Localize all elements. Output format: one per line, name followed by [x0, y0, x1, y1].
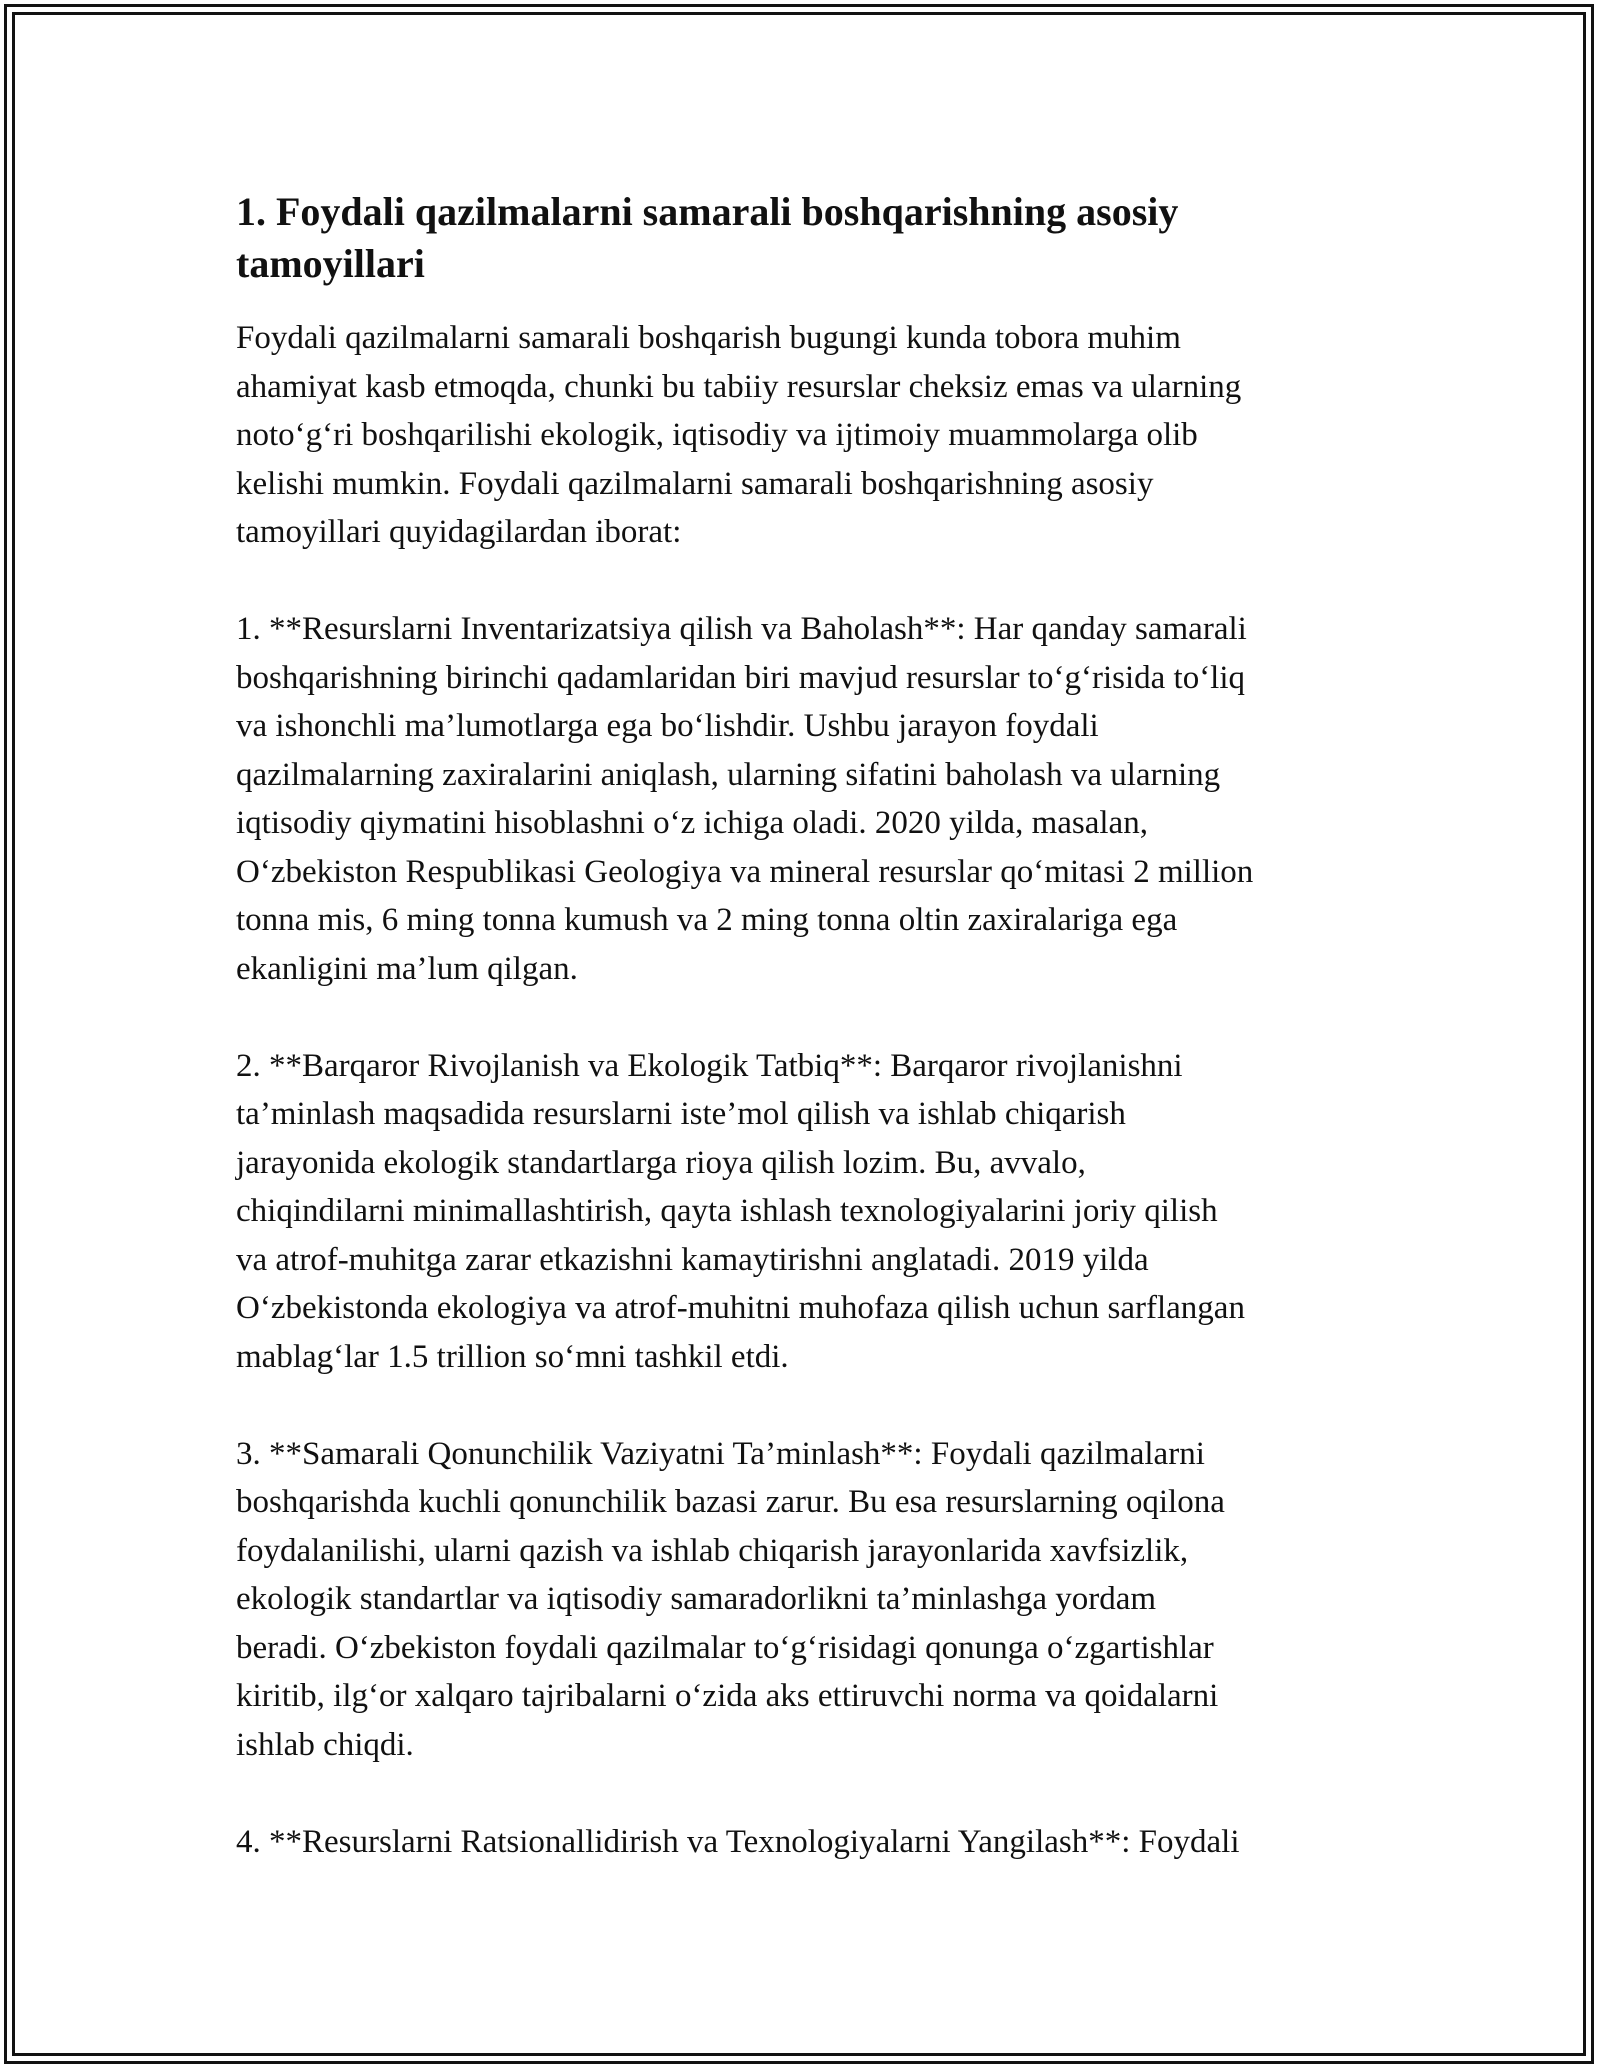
text-line: tonna mis, 6 ming tonna kumush va 2 ming tonna oltin zaxiralariga ega — [236, 902, 1178, 938]
intro-paragraph — [236, 314, 1366, 557]
list-item-paragraph — [236, 605, 1366, 993]
text-line: mablag‘lar 1.5 trillion so‘mni tashkil etdi. — [236, 1338, 789, 1375]
text-line: ekanligini ma’lum qilgan. — [236, 950, 578, 987]
text-line: va ishonchli ma’lumotlarga ega bo‘lishdir. Ushbu jarayon foydali — [236, 708, 1099, 744]
text-line: va atrof-muhitga zarar etkazishni kamaytirishni anglatadi. 2019 yilda — [236, 1241, 1149, 1278]
text-line: 1. **Resurslarni Inventarizatsiya qilish va Baholash**: Har qanday samarali — [236, 611, 1247, 647]
text-line: O‘zbekistonda ekologiya va atrof-muhitni muhofaza qilish uchun sarflangan — [236, 1290, 1245, 1326]
text-line: noto‘g‘ri boshqarilishi ekologik, iqtisodiy va ijtimoiy muammolarga olib — [236, 417, 1198, 453]
text-line: O‘zbekiston Respublikasi Geologiya va mineral resurslar qo‘mitasi 2 million — [236, 853, 1254, 890]
section-heading-line: tamoyillari — [236, 241, 425, 286]
text-line: kelishi mumkin. Foydali qazilmalarni samarali boshqarishning asosiy — [236, 465, 1154, 502]
text-line: chiqindilarni minimallashtirish, qayta ishlash texnologiyalarini joriy qilish — [236, 1193, 1218, 1229]
text-line: foydalanilishi, ularni qazish va ishlab chiqarish jarayonlarida xavfsizlik, — [236, 1532, 1189, 1569]
text-line: beradi. O‘zbekiston foydali qazilmalar to‘g‘risidagi qonunga o‘zgartishlar — [236, 1629, 1214, 1666]
text-line: 4. **Resurslarni Ratsionallidirish va Texnologiyalarni Yangilash**: Foydali — [236, 1823, 1240, 1860]
text-line: ekologik standartlar va iqtisodiy samaradorlikni ta’minlashga yordam — [236, 1581, 1157, 1617]
list-item-paragraph — [236, 1818, 1366, 1867]
text-line: Foydali qazilmalarni samarali boshqarish bugungi kunda tobora muhim — [236, 320, 1181, 356]
section-heading — [236, 186, 1366, 290]
text-line: ahamiyat kasb etmoqda, chunki bu tabiiy resurslar cheksiz emas va ularning — [236, 368, 1242, 405]
text-line: 3. **Samarali Qonunchilik Vaziyatni Ta’minlash**: Foydali qazilmalarni — [236, 1435, 1205, 1472]
section-heading-line: 1. Foydali qazilmalarni samarali boshqarishning asosiy — [236, 189, 1179, 234]
list-item-paragraph — [236, 1042, 1366, 1382]
text-line: iqtisodiy qiymatini hisoblashni o‘z ichiga oladi. 2020 yilda, masalan, — [236, 805, 1148, 841]
text-line: ta’minlash maqsadida resurslarni iste’mol qilish va ishlab chiqarish — [236, 1096, 1126, 1132]
text-line: kiritib, ilg‘or xalqaro tajribalarni o‘zida aks ettiruvchi norma va qoidalarni — [236, 1678, 1219, 1714]
text-line: 2. **Barqaror Rivojlanish va Ekologik Tatbiq**: Barqaror rivojlanishni — [236, 1047, 1183, 1084]
text-line: ishlab chiqdi. — [236, 1726, 414, 1763]
text-line: tamoyillari quyidagilardan iborat: — [236, 514, 682, 550]
text-line: qazilmalarning zaxiralarini aniqlash, ularning sifatini baholash va ularning — [236, 756, 1221, 793]
text-line: jarayonida ekologik standartlarga rioya qilish lozim. Bu, avvalo, — [236, 1144, 1086, 1181]
list-item-paragraph — [236, 1430, 1366, 1770]
text-line: boshqarishning birinchi qadamlaridan biri mavjud resurslar to‘g‘risida to‘liq — [236, 659, 1246, 696]
document-page — [236, 186, 1366, 1915]
text-line: boshqarishda kuchli qonunchilik bazasi zarur. Bu esa resurslarning oqilona — [236, 1484, 1225, 1520]
